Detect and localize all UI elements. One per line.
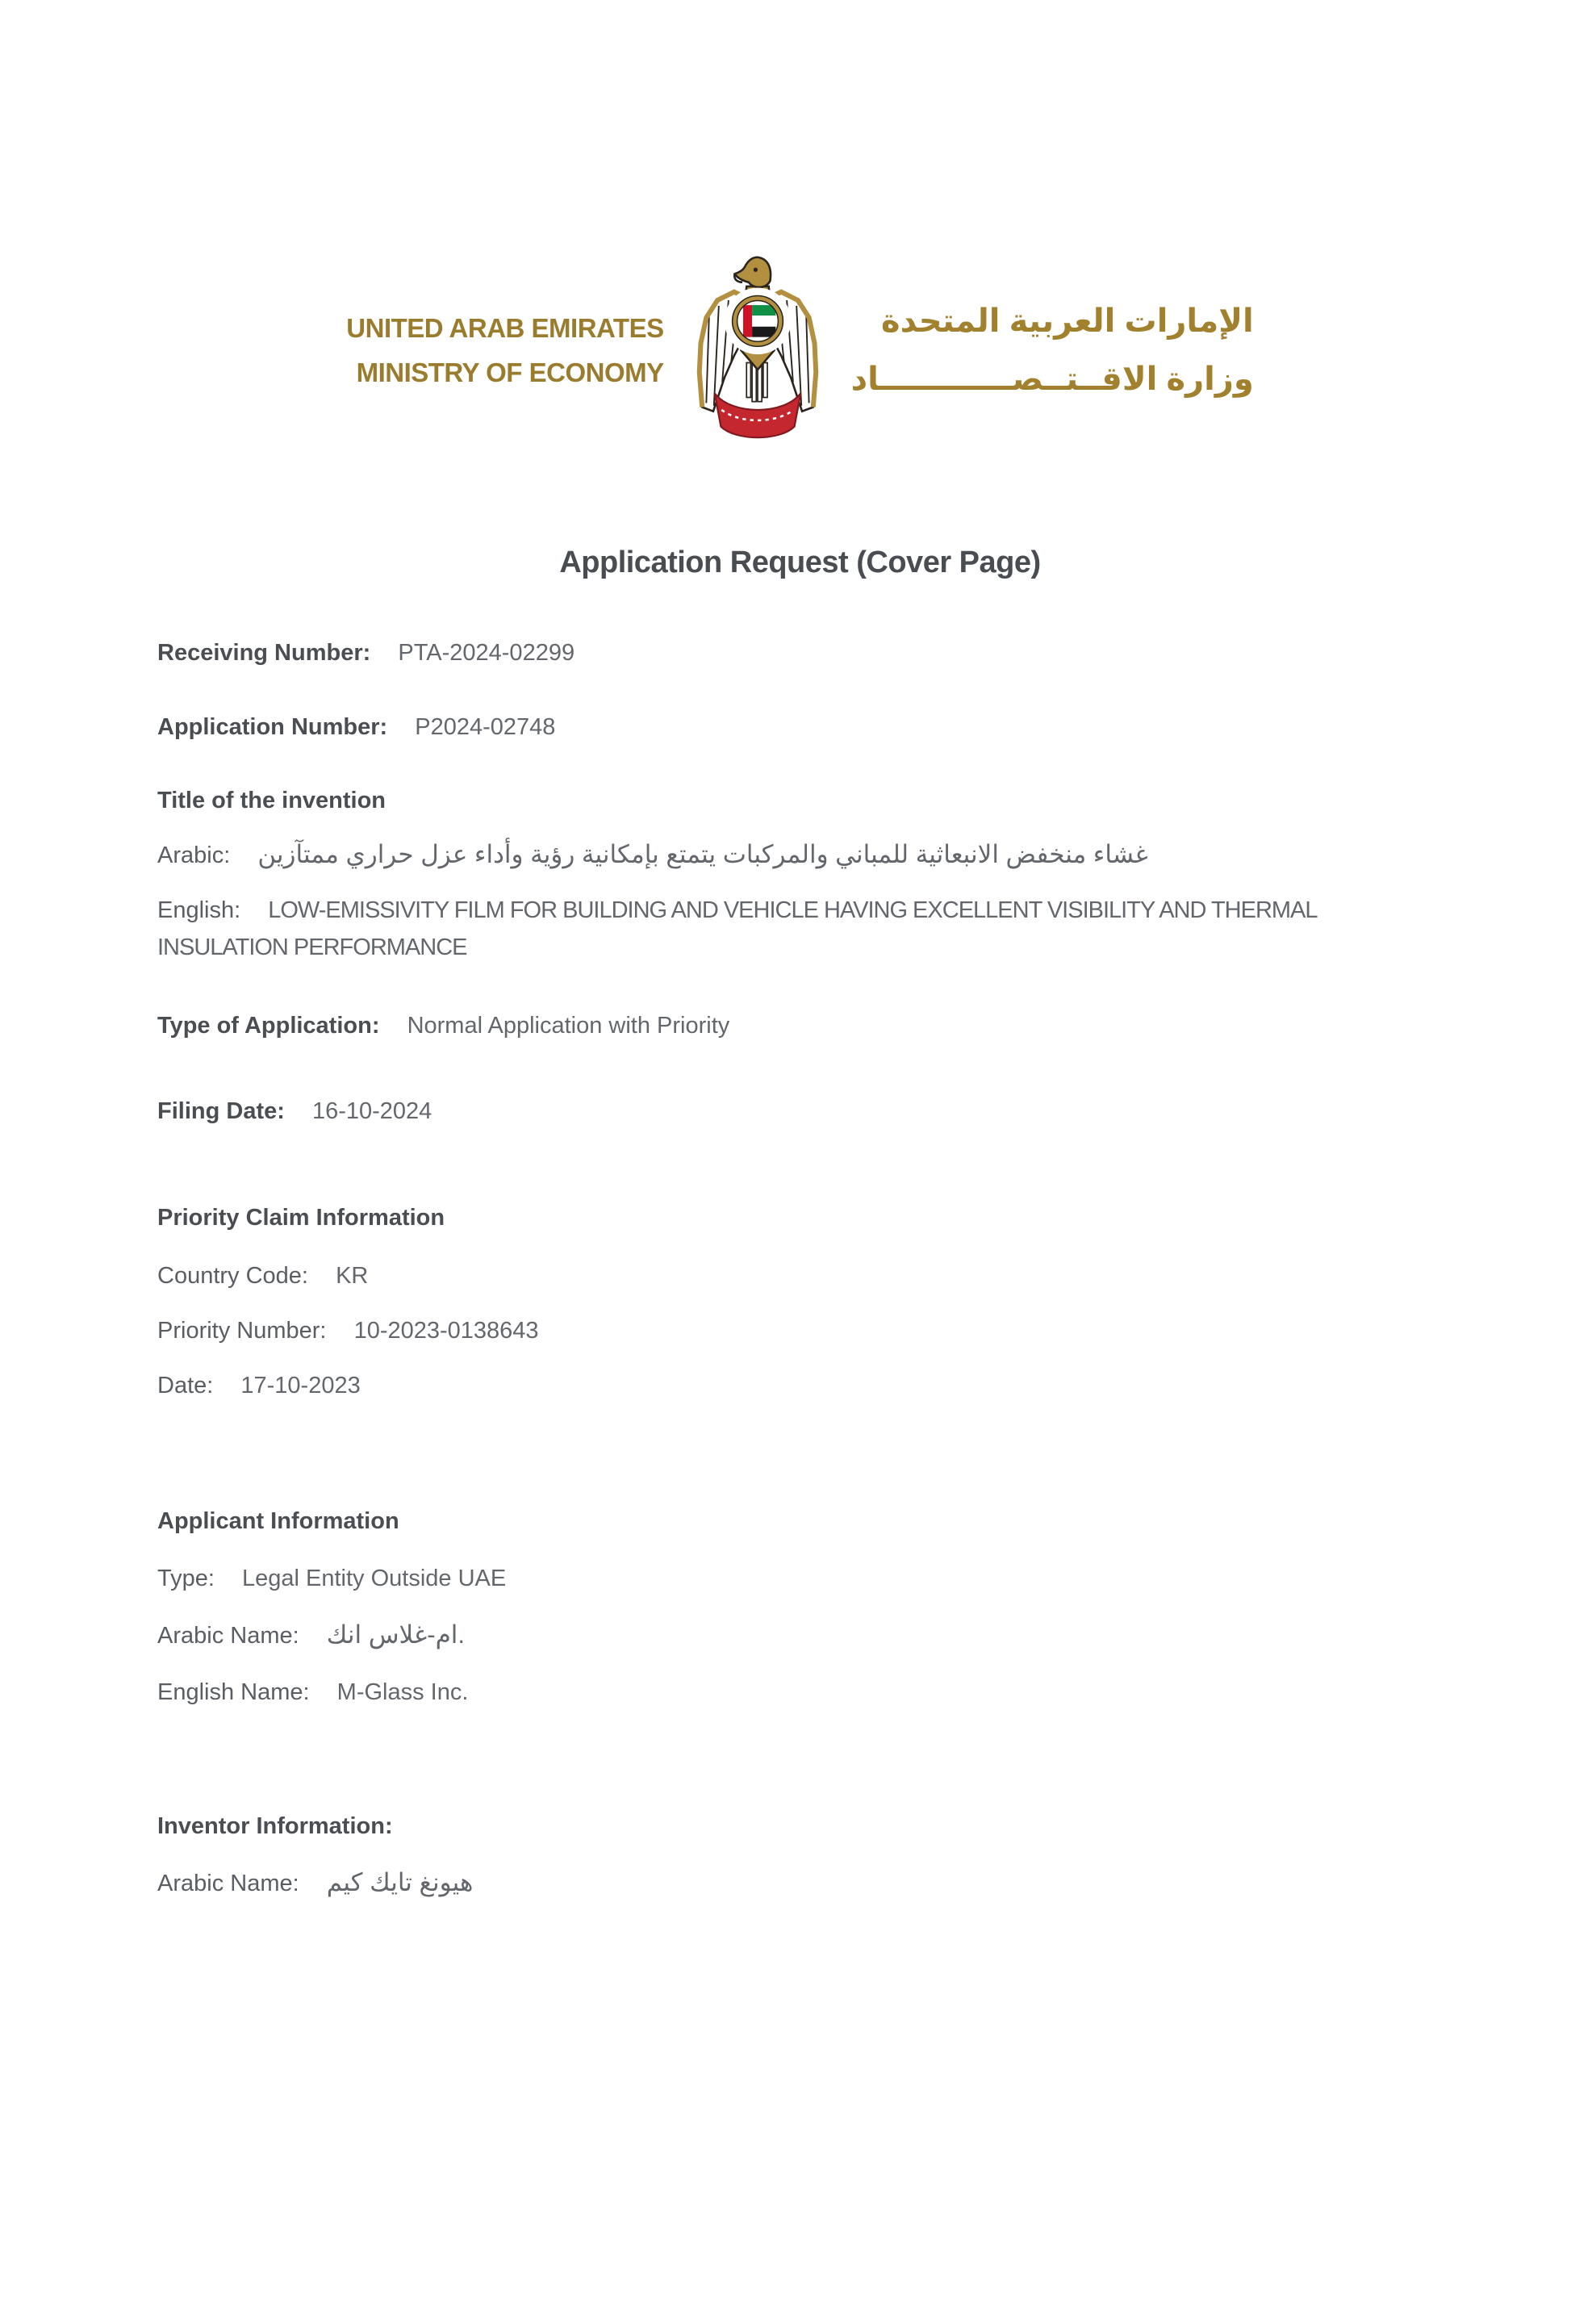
falcon-emblem-icon	[688, 246, 827, 454]
ministry-en-line2: MINISTRY OF ECONOMY	[356, 357, 664, 387]
invention-arabic-value: غشاء منخفض الانبعاثية للمباني والمركبات يتمتع بإمكانية رؤية وأداء عزل حراري ممتآزين	[257, 840, 1148, 868]
invention-english-value: LOW-EMISSIVITY FILM FOR BUILDING AND VEHICLE HAVING EXCELLENT VISIBILITY AND THERMAL INSULATION PERFORMANCE	[157, 897, 1317, 960]
inventor-arabic-name-value: هيونغ تايك كيم	[326, 1868, 474, 1896]
receiving-number-value: PTA-2024-02299	[398, 640, 575, 666]
applicant-type-label: Type:	[157, 1566, 215, 1591]
inventor-arabic-name-label: Arabic Name:	[157, 1871, 299, 1896]
applicant-english-name-label: English Name:	[157, 1679, 310, 1705]
section-heading-inventor: Inventor Information:	[157, 1813, 393, 1839]
ministry-name-english	[346, 306, 663, 395]
filing-date-value: 16-10-2024	[311, 1098, 432, 1124]
application-number-label: Application Number:	[157, 714, 388, 740]
field-priority-number	[157, 1313, 1443, 1348]
application-type-label: Type of Application:	[157, 1013, 380, 1039]
field-receiving-number	[157, 635, 1443, 671]
application-type-value: Normal Application with Priority	[407, 1013, 730, 1039]
field-inventor-arabic-name	[157, 1865, 1443, 1901]
receiving-number-label: Receiving Number:	[157, 640, 371, 666]
field-application-number	[157, 709, 1443, 745]
applicant-arabic-name-value: ام-غلاس انك.	[326, 1620, 466, 1649]
field-invention-title-english	[157, 892, 1443, 966]
uae-coat-of-arms-emblem	[688, 246, 827, 454]
document-page	[0, 246, 1596, 2312]
applicant-arabic-name-label: Arabic Name:	[157, 1623, 299, 1649]
filing-date-label: Filing Date:	[157, 1098, 285, 1124]
ministry-en-line1: UNITED ARAB EMIRATES	[346, 313, 664, 343]
field-priority-date	[157, 1368, 1443, 1403]
invention-english-label: English:	[157, 897, 241, 923]
country-code-value: KR	[336, 1263, 369, 1289]
field-country-code	[157, 1258, 1443, 1294]
ministry-header	[157, 246, 1443, 454]
field-application-type	[157, 1008, 1443, 1043]
ministry-ar-line1: الإمارات العربية المتحدة	[881, 303, 1254, 339]
priority-number-label: Priority Number:	[157, 1318, 327, 1344]
applicant-type-value: Legal Entity Outside UAE	[242, 1566, 507, 1591]
ministry-name-arabic	[851, 292, 1254, 408]
ministry-ar-line2: وزارة الاقــتــصــــــــــــاد	[850, 362, 1254, 397]
section-heading-priority-claim: Priority Claim Information	[157, 1205, 445, 1231]
field-applicant-english-name	[157, 1674, 1443, 1710]
section-heading-applicant: Applicant Information	[157, 1508, 399, 1534]
section-heading-invention-title: Title of the invention	[157, 788, 386, 813]
priority-number-value: 10-2023-0138643	[353, 1318, 539, 1344]
field-applicant-type	[157, 1561, 1443, 1596]
application-number-value: P2024-02748	[415, 714, 556, 740]
applicant-english-name-value: M-Glass Inc.	[336, 1679, 469, 1705]
priority-date-label: Date:	[157, 1373, 214, 1398]
priority-date-value: 17-10-2023	[240, 1373, 361, 1398]
country-code-label: Country Code:	[157, 1263, 308, 1289]
page-title: Application Request (Cover Page)	[559, 546, 1041, 579]
invention-arabic-label: Arabic:	[157, 842, 231, 868]
field-applicant-arabic-name	[157, 1617, 1443, 1654]
field-invention-title-arabic	[157, 834, 1443, 876]
field-filing-date	[157, 1093, 1443, 1129]
